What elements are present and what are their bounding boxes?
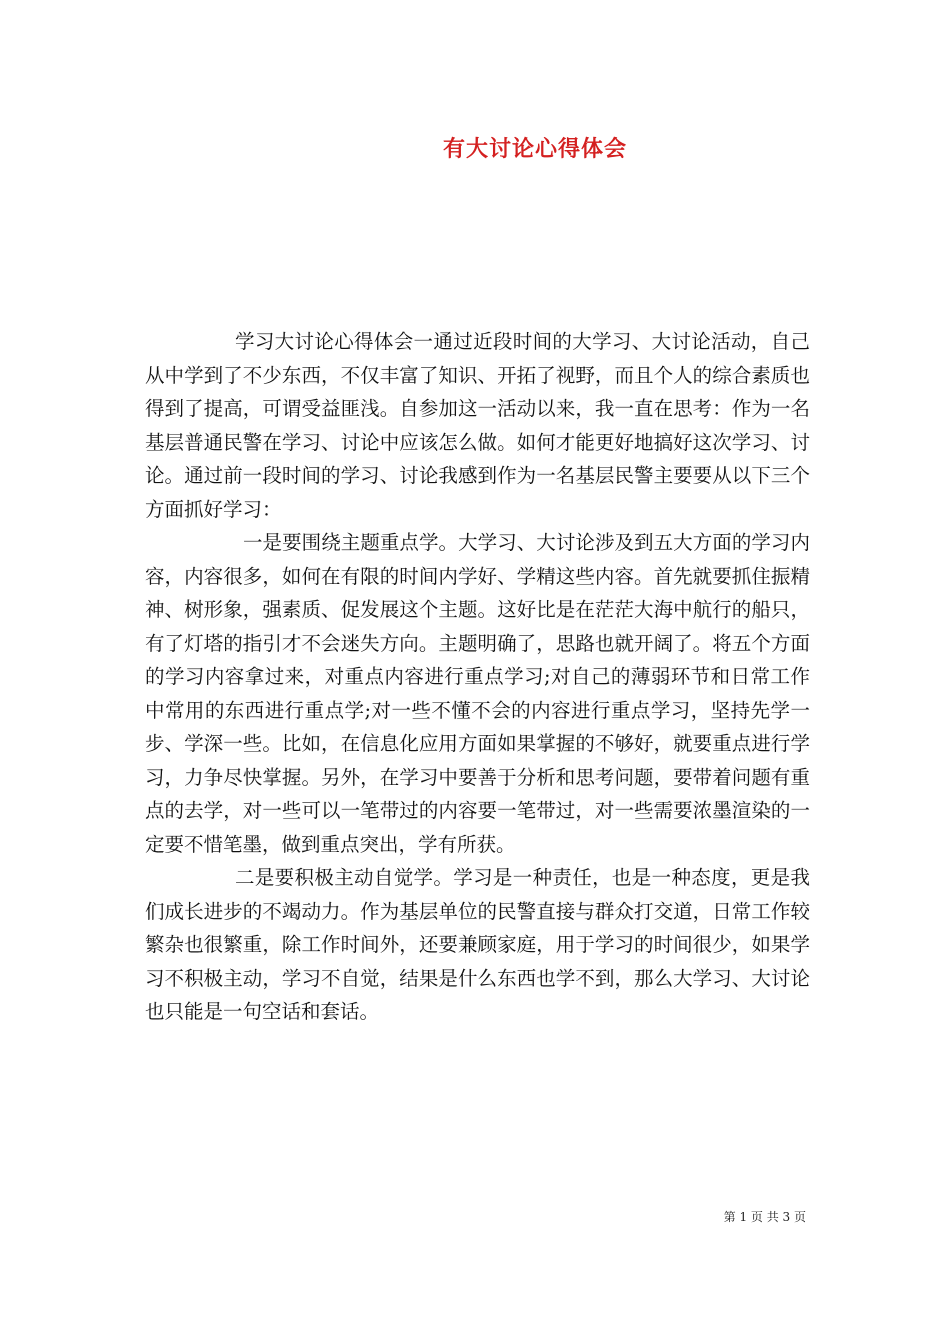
- page-title: 有大讨论心得体会: [442, 136, 627, 162]
- paragraph-point-two: 二是要积极主动自觉学。学习是一种责任，也是一种态度，更是我们成长进步的不竭动力。作为基层单位的民警直接与群众打交道，日常工作较繁杂也很繁重，除工作时间外，还要兼顾家庭，用于学习的时间很少，如果学习不积极主动，学习不自觉，结果是什么东西也学不到，那么大学习、大讨论也只能是一句空话和套话。: [145, 866, 810, 1023]
- paragraph-point-one: 一是要围绕主题重点学。大学习、大讨论涉及到五大方面的学习内容，内容很多，如何在有限的时间内学好、学精这些内容。首先就要抓住振精神、树形象，强素质、促发展这个主题。这好比是在茫茫大海中航行的船只，有了灯塔的指引才不会迷失方向。主题明确了，思路也就开阔了。将五个方面的学习内容拿过来，对重点内容进行重点学习;对自己的薄弱环节和日常工作中常用的东西进行重点学;对一些不懂不会的内容进行重点学习，坚持先学一步、学深一些。比如，在信息化应用方面如果掌握的不够好，就要重点进行学习，力争尽快掌握。另外，在学习中要善于分析和思考问题，要带着问题有重点的去学，对一些可以一笔带过的内容要一笔带过，对一些需要浓墨渲染的一定要不惜笔墨，做到重点突出，学有所获。: [145, 531, 810, 856]
- document-body: [145, 325, 810, 1029]
- paragraph-intro: 学习大讨论心得体会一通过近段时间的大学习、大讨论活动，自己从中学到了不少东西，不仅丰富了知识、开拓了视野，而且个人的综合素质也得到了提高，可谓受益匪浅。自参加这一活动以来，我一直在思考：作为一名基层普通民警在学习、讨论中应该怎么做。如何才能更好地搞好这次学习、讨论。通过前一段时间的学习、讨论我感到作为一名基层民警主要要从以下三个方面抓好学习：: [145, 330, 810, 521]
- page-number-footer: 第 1 页 共 3 页: [723, 1210, 806, 1224]
